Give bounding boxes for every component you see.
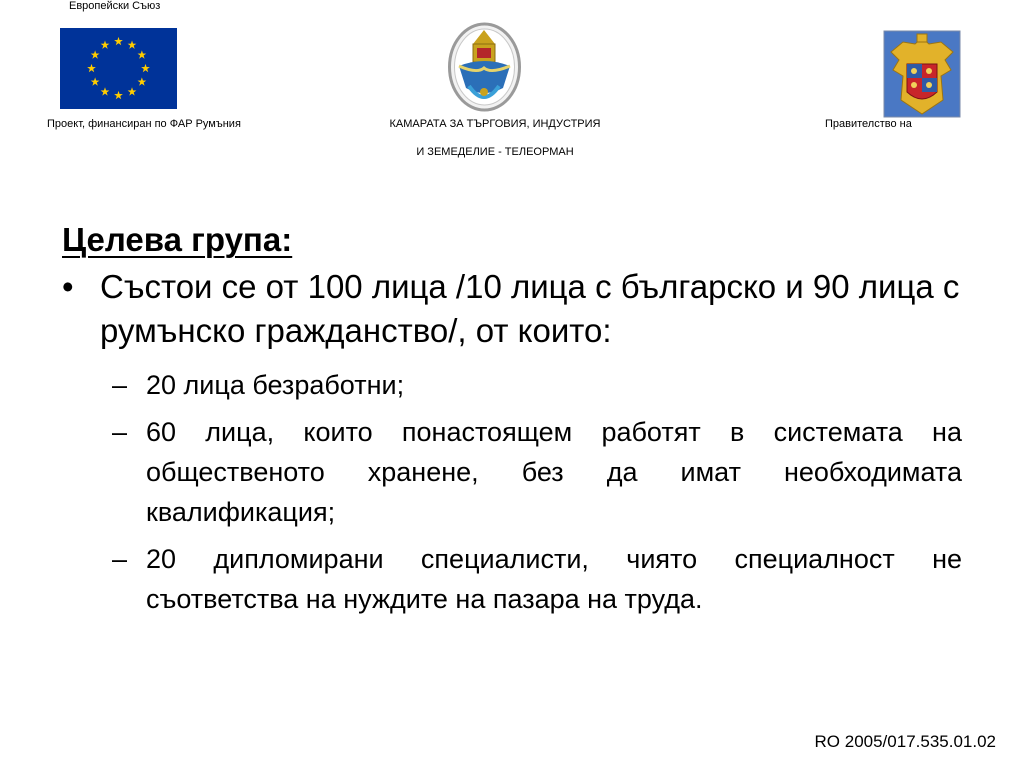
sub-list [112,365,962,619]
chamber-emblem-icon [447,22,522,112]
chamber-caption-line1: КАМАРАТА ЗА ТЪРГОВИЯ, ИНДУСТРИЯ [389,118,601,130]
government-caption: Правителство на [825,118,912,130]
romania-coat-of-arms-icon [883,30,961,118]
eu-label: Европейски Съюз [69,0,161,12]
list-item-text: 20 лица безработни; [146,370,405,400]
chamber-caption-line2: И ЗЕМЕДЕЛИЕ - ТЕЛЕОРМАН [416,146,574,158]
main-bullet [62,265,962,353]
dash-icon: – [112,370,128,400]
dash-icon: – [112,544,128,574]
slide-heading: Целева група: [62,221,293,258]
list-item-text: 20 дипломирани специалисти, чиято специалност не съответства на нуждите на пазара на труда. [146,544,962,614]
chamber-caption [330,118,660,159]
slide-content [62,218,962,626]
list-item [112,412,962,532]
main-bullet-text: Състои се от 100 лица /10 лица с българско и 90 лица с румънско гражданство/, от които: [100,268,960,349]
list-item-text: 60 лица, които понастоящем работят в системата на общественото хранене, без да имат необходимата квалификация; [146,417,962,527]
list-item [112,365,962,405]
project-caption: Проект, финансиран по ФАР Румъния [47,118,241,130]
dash-icon: – [112,417,128,447]
bullet-icon: • [62,268,74,305]
list-item [112,539,962,619]
eu-flag-icon [60,28,177,109]
project-code: RO 2005/017.535.01.02 [814,732,996,751]
